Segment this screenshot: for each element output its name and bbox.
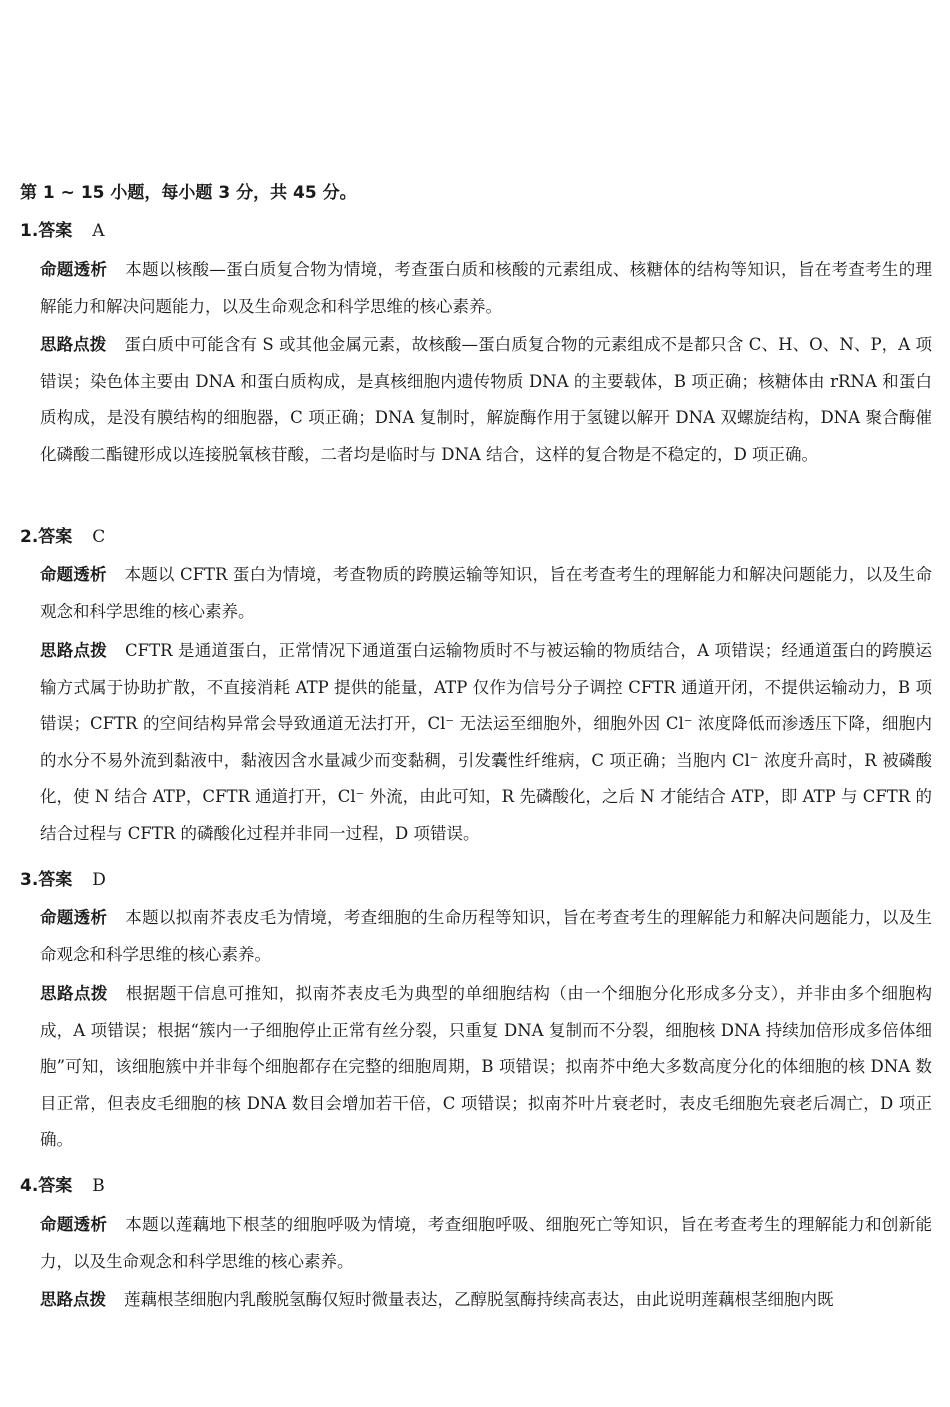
- hint-label: 思路点拨: [40, 984, 108, 1003]
- analysis-text: 本题以莲藕地下根茎的细胞呼吸为情境，考查细胞呼吸、细胞死亡等知识，旨在考查考生的理解能力和创新能力，以及生命观念和科学思维的核心素养。: [40, 1215, 933, 1271]
- question-4-analysis: [40, 1207, 932, 1280]
- analysis-label: 命题透析: [40, 260, 108, 279]
- answer-label: 答案: [38, 221, 73, 241]
- question-3-answer-line: [20, 865, 106, 895]
- answer-label: 答案: [38, 870, 73, 890]
- hint-label: 思路点拨: [40, 641, 107, 660]
- answer-label: 答案: [38, 527, 73, 547]
- hint-text: CFTR 是通道蛋白，正常情况下通道蛋白运输物质时不与被运输的物质结合，A 项错误；经通道蛋白的跨膜运输方式属于协助扩散，不直接消耗 ATP 提供的能量，ATP 仅作为信号分子调控 CFTR 通道开闭，不提供运输动力，B 项错误；CFTR 的空间结构异常会导致通道无法打开，Cl⁻ 无法运至细胞外，细胞外因 Cl⁻ 浓度降低而渗透压下降，细胞内的水分不易外流到黏液中，黏液因含水量减少而变黏稠，引发囊性纤维病，C 项正确；当胞内 Cl⁻ 浓度升高时，R 被磷酸化，使 N 结合 ATP，CFTR 通道打开，Cl⁻ 外流，由此可知，R 先磷酸化，之后 N 才能结合 ATP，即 ATP 与 CFTR 的结合过程与 CFTR 的磷酸化过程并非同一过程，D 项错误。: [40, 641, 932, 843]
- question-1-hint: [40, 327, 932, 473]
- answer-value: A: [92, 221, 105, 241]
- analysis-label: 命题透析: [40, 908, 108, 927]
- question-3-hint: [40, 976, 932, 1159]
- question-3-analysis: [40, 900, 932, 973]
- answer-value: C: [92, 527, 106, 547]
- question-2-hint: [40, 633, 932, 852]
- question-number: 1.: [20, 221, 39, 241]
- analysis-label: 命题透析: [40, 1215, 108, 1234]
- section-intro: 第 1 ~ 15 小题，每小题 3 分，共 45 分。: [20, 183, 357, 203]
- question-number: 2.: [20, 527, 39, 547]
- question-4-answer-line: [20, 1171, 105, 1201]
- question-2-answer-line: [20, 522, 105, 552]
- answer-value: D: [92, 870, 106, 890]
- answer-value: B: [92, 1176, 105, 1196]
- question-number: 3.: [20, 870, 39, 890]
- hint-label: 思路点拨: [40, 335, 107, 354]
- question-2-analysis: [40, 557, 932, 630]
- analysis-text: 本题以拟南芥表皮毛为情境，考查细胞的生命历程等知识，旨在考查考生的理解能力和解决问题能力，以及生命观念和科学思维的核心素养。: [40, 908, 933, 964]
- hint-text: 根据题干信息可推知，拟南芥表皮毛为典型的单细胞结构（由一个细胞分化形成多分支），并非由多个细胞构成，A 项错误；根据“簇内一子细胞停止正常有丝分裂，只重复 DNA 复制而不分裂，细胞核 DNA 持续加倍形成多倍体细胞”可知，该细胞簇中并非每个细胞都存在完整的细胞周期，B 项错误；拟南芥中绝大多数高度分化的体细胞的核 DNA 数目正常，但表皮毛细胞的核 DNA 数目会增加若干倍，C 项错误；拟南芥叶片衰老时，表皮毛细胞先衰老后凋亡，D 项正确。: [40, 984, 933, 1149]
- analysis-text: 本题以 CFTR 蛋白为情境，考查物质的跨膜运输等知识，旨在考查考生的理解能力和解决问题能力，以及生命观念和科学思维的核心素养。: [40, 565, 933, 621]
- answer-label: 答案: [38, 1176, 73, 1196]
- question-4-hint: [40, 1282, 932, 1319]
- question-number: 4.: [20, 1176, 39, 1196]
- hint-text: 蛋白质中可能含有 S 或其他金属元素，故核酸—蛋白质复合物的元素组成不是都只含 C、H、O、N、P，A 项错误；染色体主要由 DNA 和蛋白质构成，是真核细胞内遗传物质 DNA 的主要载体，B 项正确；核糖体由 rRNA 和蛋白质构成，是没有膜结构的细胞器，C 项正确；DNA 复制时，解旋酶作用于氢键以解开 DNA 双螺旋结构，DNA 聚合酶催化磷酸二酯键形成以连接脱氧核苷酸，二者均是临时与 DNA 结合，这样的复合物是不稳定的，D 项正确。: [40, 335, 933, 464]
- question-1-analysis: [40, 252, 932, 325]
- hint-text: 莲藕根茎细胞内乳酸脱氢酶仅短时微量表达，乙醇脱氢酶持续高表达，由此说明莲藕根茎细胞内既: [124, 1290, 834, 1309]
- analysis-text: 本题以核酸—蛋白质复合物为情境，考查蛋白质和核酸的元素组成、核糖体的结构等知识，旨在考查考生的理解能力和解决问题能力，以及生命观念和科学思维的核心素养。: [40, 260, 933, 316]
- hint-label: 思路点拨: [40, 1290, 106, 1309]
- question-1-answer-line: [20, 216, 105, 246]
- analysis-label: 命题透析: [40, 565, 107, 584]
